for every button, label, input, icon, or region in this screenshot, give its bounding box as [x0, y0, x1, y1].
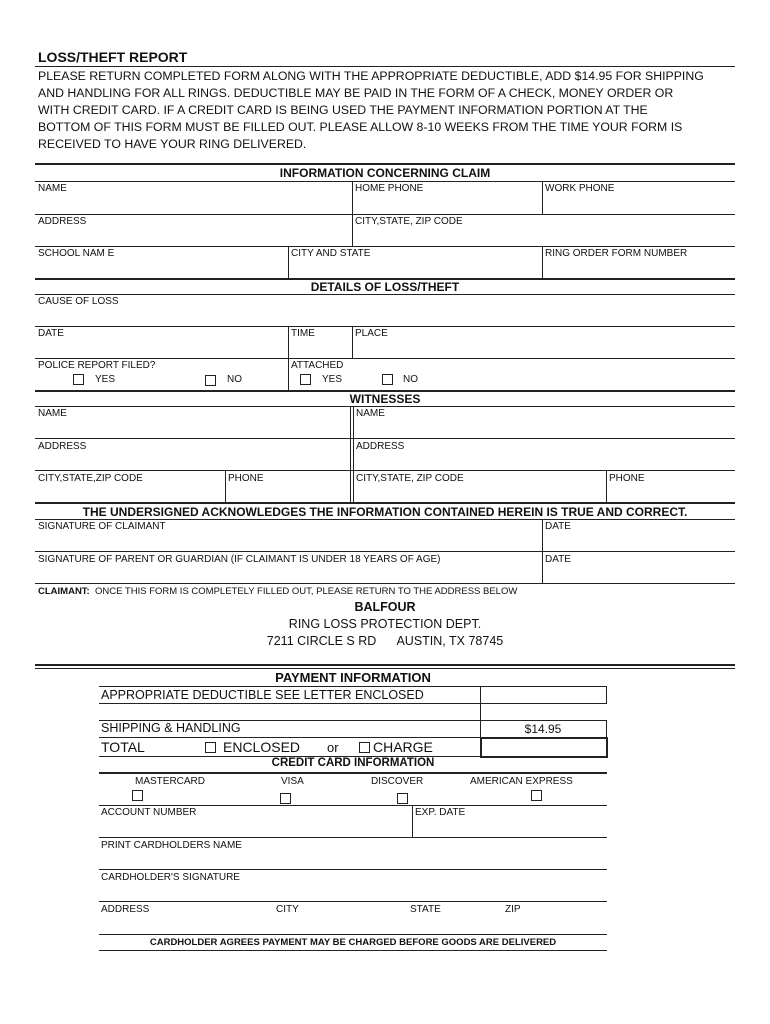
- divider: [35, 294, 735, 295]
- attached-yes-label: YES: [322, 374, 343, 385]
- charge-label: CHARGE: [373, 739, 433, 755]
- address-field[interactable]: ADDRESS: [38, 216, 87, 227]
- street-address: 7211 CIRCLE S RD: [266, 634, 377, 648]
- amex-label: AMERICAN EXPRESS: [470, 776, 573, 787]
- witness2-address-field[interactable]: ADDRESS: [356, 441, 405, 452]
- account-number-field[interactable]: ACCOUNT NUMBER: [101, 807, 197, 818]
- mailing-address: [35, 634, 735, 648]
- witnesses-header: WITNESSES: [349, 392, 421, 406]
- instruction-line: RECEIVED TO HAVE YOUR RING DELIVERED.: [38, 137, 307, 151]
- divider: [99, 869, 607, 870]
- discover-checkbox[interactable]: [397, 793, 408, 804]
- deductible-amount-field[interactable]: [482, 688, 604, 702]
- attached-yes-checkbox[interactable]: [300, 374, 311, 385]
- cardholder-address-field[interactable]: ADDRESS: [101, 904, 150, 915]
- divider: [35, 326, 735, 327]
- divider: [99, 772, 607, 774]
- attached-no-checkbox[interactable]: [382, 374, 393, 385]
- ring-order-number-field[interactable]: RING ORDER FORM NUMBER: [545, 248, 688, 259]
- home-phone-field[interactable]: HOME PHONE: [355, 183, 424, 194]
- divider: [35, 163, 735, 165]
- divider: [99, 805, 607, 806]
- claimant-note: [38, 586, 517, 597]
- divider: [606, 720, 607, 737]
- divider: [350, 406, 351, 502]
- divider: [35, 246, 735, 247]
- shipping-amount: $14.95: [524, 722, 562, 736]
- company-name: BALFOUR: [354, 600, 416, 614]
- acknowledgement-header: THE UNDERSIGNED ACKNOWLEDGES THE INFORMATION CONTAINED HEREIN IS TRUE AND CORRECT.: [82, 505, 688, 519]
- instruction-line: WITH CREDIT CARD. IF A CREDIT CARD IS BEING USED THE PAYMENT INFORMATION PORTION AT THE: [38, 103, 648, 117]
- form-title: LOSS/THEFT REPORT: [38, 49, 188, 65]
- claim-section-header: INFORMATION CONCERNING CLAIM: [279, 166, 491, 180]
- claimant-note-text: ONCE THIS FORM IS COMPLETELY FILLED OUT, PLEASE RETURN TO THE ADDRESS BELOW: [95, 586, 518, 597]
- cardholder-name-field[interactable]: PRINT CARDHOLDERS NAME: [101, 840, 242, 851]
- claimant-note-label: CLAIMANT:: [38, 586, 90, 597]
- divider: [35, 551, 735, 552]
- city-state-zip-field[interactable]: CITY,STATE, ZIP CODE: [355, 216, 463, 227]
- or-label: or: [327, 740, 339, 755]
- police-no-checkbox[interactable]: [205, 375, 216, 386]
- discover-label: DISCOVER: [371, 776, 424, 787]
- police-yes-checkbox[interactable]: [73, 374, 84, 385]
- police-yes-label: YES: [95, 374, 116, 385]
- cardholder-zip-field[interactable]: ZIP: [505, 904, 521, 915]
- witness1-address-field[interactable]: ADDRESS: [38, 441, 87, 452]
- attached-label: ATTACHED: [291, 360, 344, 371]
- payment-agreement: CARDHOLDER AGREES PAYMENT MAY BE CHARGED BEFORE GOODS ARE DELIVERED: [149, 937, 557, 948]
- witness2-phone-field[interactable]: PHONE: [609, 473, 645, 484]
- cause-of-loss-field[interactable]: CAUSE OF LOSS: [38, 296, 119, 307]
- city-state-zip: AUSTIN, TX 78745: [396, 634, 504, 648]
- visa-checkbox[interactable]: [280, 793, 291, 804]
- police-report-label: POLICE REPORT FILED?: [38, 360, 156, 371]
- divider: [606, 686, 607, 703]
- loss-section-header: DETAILS OF LOSS/THEFT: [310, 280, 460, 294]
- divider: [35, 358, 735, 359]
- witness2-city-field[interactable]: CITY,STATE, ZIP CODE: [356, 473, 464, 484]
- visa-label: VISA: [281, 776, 304, 787]
- divider: [35, 66, 735, 67]
- guardian-date-field[interactable]: DATE: [545, 554, 571, 565]
- instruction-line: BOTTOM OF THIS FORM MUST BE FILLED OUT. PLEASE ALLOW 8-10 WEEKS FROM THE TIME YOUR FORM IS: [38, 120, 683, 134]
- credit-card-header: CREDIT CARD INFORMATION: [271, 757, 435, 769]
- divider: [35, 470, 735, 471]
- school-name-field[interactable]: SCHOOL NAM E: [38, 248, 115, 259]
- department-name: RING LOSS PROTECTION DEPT.: [288, 617, 482, 631]
- deductible-label: APPROPRIATE DEDUCTIBLE SEE LETTER ENCLOSED: [101, 688, 424, 702]
- exp-date-field[interactable]: EXP. DATE: [415, 807, 466, 818]
- divider: [412, 805, 413, 837]
- loss-date-field[interactable]: DATE: [38, 328, 64, 339]
- divider: [225, 470, 226, 502]
- divider: [35, 502, 735, 504]
- divider: [99, 686, 607, 687]
- divider: [352, 326, 353, 358]
- divider: [35, 664, 735, 666]
- cardholder-signature-field[interactable]: CARDHOLDER'S SIGNATURE: [101, 872, 240, 883]
- divider: [353, 406, 354, 502]
- mastercard-label: MASTERCARD: [135, 776, 206, 787]
- divider: [35, 438, 735, 439]
- loss-time-field[interactable]: TIME: [291, 328, 315, 339]
- cardholder-state-field[interactable]: STATE: [410, 904, 441, 915]
- divider: [35, 583, 735, 584]
- divider: [35, 181, 735, 182]
- total-amount-field[interactable]: [480, 737, 608, 758]
- witness1-name-field[interactable]: NAME: [38, 408, 67, 419]
- divider: [288, 246, 289, 278]
- school-city-state-field[interactable]: CITY AND STATE: [291, 248, 371, 259]
- guardian-signature-field[interactable]: SIGNATURE OF PARENT OR GUARDIAN (IF CLAIMANT IS UNDER 18 YEARS OF AGE): [38, 554, 441, 565]
- instruction-line: PLEASE RETURN COMPLETED FORM ALONG WITH THE APPROPRIATE DEDUCTIBLE, ADD $14.95 FOR SHIPPING: [38, 69, 704, 83]
- divider: [99, 837, 607, 838]
- total-label: TOTAL: [101, 739, 145, 755]
- divider: [35, 406, 735, 407]
- enclosed-label: ENCLOSED: [223, 739, 301, 755]
- amex-checkbox[interactable]: [531, 790, 542, 801]
- claimant-date-field[interactable]: DATE: [545, 521, 571, 532]
- witness1-city-field[interactable]: CITY,STATE,ZIP CODE: [38, 473, 143, 484]
- divider: [35, 214, 735, 215]
- divider: [542, 246, 543, 278]
- divider: [35, 668, 735, 669]
- work-phone-field[interactable]: WORK PHONE: [545, 183, 615, 194]
- police-no-label: NO: [227, 374, 242, 385]
- divider: [99, 901, 607, 902]
- name-field[interactable]: NAME: [38, 183, 67, 194]
- divider: [99, 950, 607, 951]
- attached-no-label: NO: [403, 374, 418, 385]
- shipping-label: SHIPPING & HANDLING: [101, 721, 241, 735]
- witness1-phone-field[interactable]: PHONE: [228, 473, 264, 484]
- instruction-line: AND HANDLING FOR ALL RINGS. DEDUCTIBLE MAY BE PAID IN THE FORM OF A CHECK, MONEY ORDER OR: [38, 86, 674, 100]
- witness2-name-field[interactable]: NAME: [356, 408, 385, 419]
- cardholder-city-field[interactable]: CITY: [276, 904, 299, 915]
- divider: [99, 934, 607, 935]
- divider: [542, 181, 543, 214]
- loss-place-field[interactable]: PLACE: [355, 328, 388, 339]
- divider: [99, 703, 607, 704]
- instructions: [38, 68, 738, 153]
- mastercard-checkbox[interactable]: [132, 790, 143, 801]
- payment-header: PAYMENT INFORMATION: [275, 670, 431, 685]
- claimant-signature-field[interactable]: SIGNATURE OF CLAIMANT: [38, 521, 166, 532]
- enclosed-checkbox[interactable]: [205, 742, 216, 753]
- divider: [606, 470, 607, 502]
- divider: [35, 519, 735, 520]
- charge-checkbox[interactable]: [359, 742, 370, 753]
